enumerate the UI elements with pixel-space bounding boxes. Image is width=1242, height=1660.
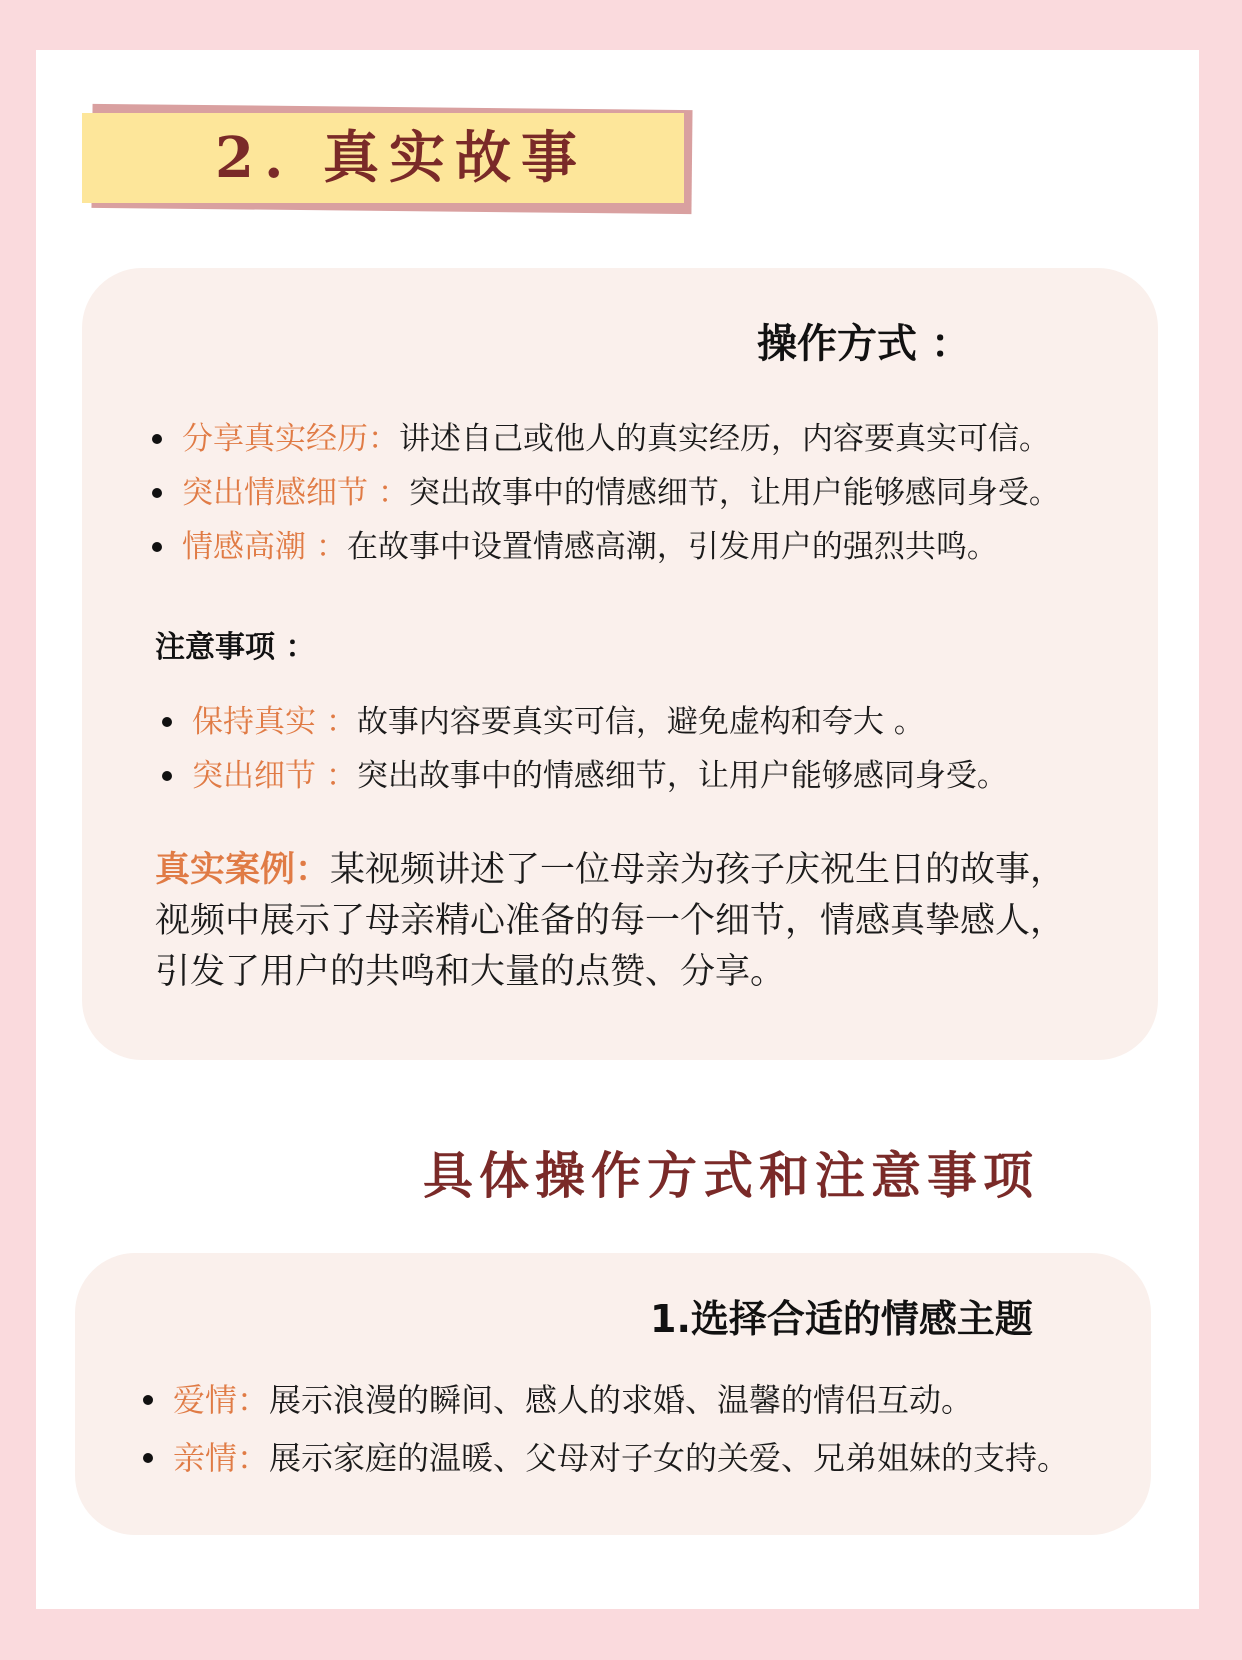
method-heading: 操作方式 ： — [757, 321, 971, 367]
item-value: 突出故事中的情感细节，让用户能够感同身受。 — [408, 475, 1060, 511]
case-label: 真实案例： — [155, 850, 331, 890]
method-list — [152, 412, 1060, 574]
theme-heading: 1.选择合适的情感主题 — [650, 1297, 1033, 1341]
bullet-icon — [152, 488, 162, 498]
bullet-icon — [152, 542, 162, 552]
list-item — [162, 749, 1008, 803]
list-item — [152, 412, 1060, 466]
item-key: 突出细节 ： — [192, 758, 357, 794]
theme-list — [143, 1371, 1069, 1487]
notes-list — [162, 695, 1008, 803]
item-value: 讲述自己或他人的真实经历，内容要真实可信。 — [399, 421, 1050, 457]
item-value: 突出故事中的情感细节，让用户能够感同身受。 — [356, 758, 1008, 794]
bullet-icon — [162, 771, 172, 781]
bullet-icon — [143, 1395, 153, 1405]
list-item — [143, 1371, 1069, 1429]
section-title: 具体操作方式和注意事项 — [423, 1146, 1039, 1205]
item-value: 故事内容要真实可信，避免虚构和夸大 。 — [356, 704, 925, 740]
item-key: 爱情： — [173, 1381, 270, 1419]
item-key: 突出情感细节 ： — [182, 475, 409, 511]
case-paragraph — [155, 845, 1095, 998]
page-title: 2. 真实故事 — [215, 125, 587, 191]
item-value: 展示浪漫的瞬间、感人的求婚、温馨的情侣互动。 — [269, 1381, 974, 1419]
item-value: 在故事中设置情感高潮，引发用户的强烈共鸣。 — [346, 529, 998, 565]
bullet-icon — [152, 434, 162, 444]
item-key: 情感高潮 ： — [182, 529, 347, 565]
list-item — [152, 466, 1060, 520]
list-item — [152, 520, 1060, 574]
item-value: 展示家庭的温暖、父母对子女的关爱、兄弟姐妹的支持。 — [269, 1439, 1070, 1477]
bullet-icon — [162, 717, 172, 727]
case-text: 某视频讲述了一位母亲为孩子庆祝生日的故事，视频中展示了母亲精心准备的每一个细节，情感真挚感人，引发了用户的共鸣和大量的点赞、分享。 — [155, 850, 1066, 992]
item-key: 亲情： — [173, 1439, 270, 1477]
item-key: 保持真实 ： — [192, 704, 357, 740]
list-item — [143, 1429, 1069, 1487]
item-key: 分享真实经历： — [182, 421, 399, 457]
list-item — [162, 695, 1008, 749]
bullet-icon — [143, 1453, 153, 1463]
notes-heading: 注意事项 ： — [155, 630, 316, 665]
